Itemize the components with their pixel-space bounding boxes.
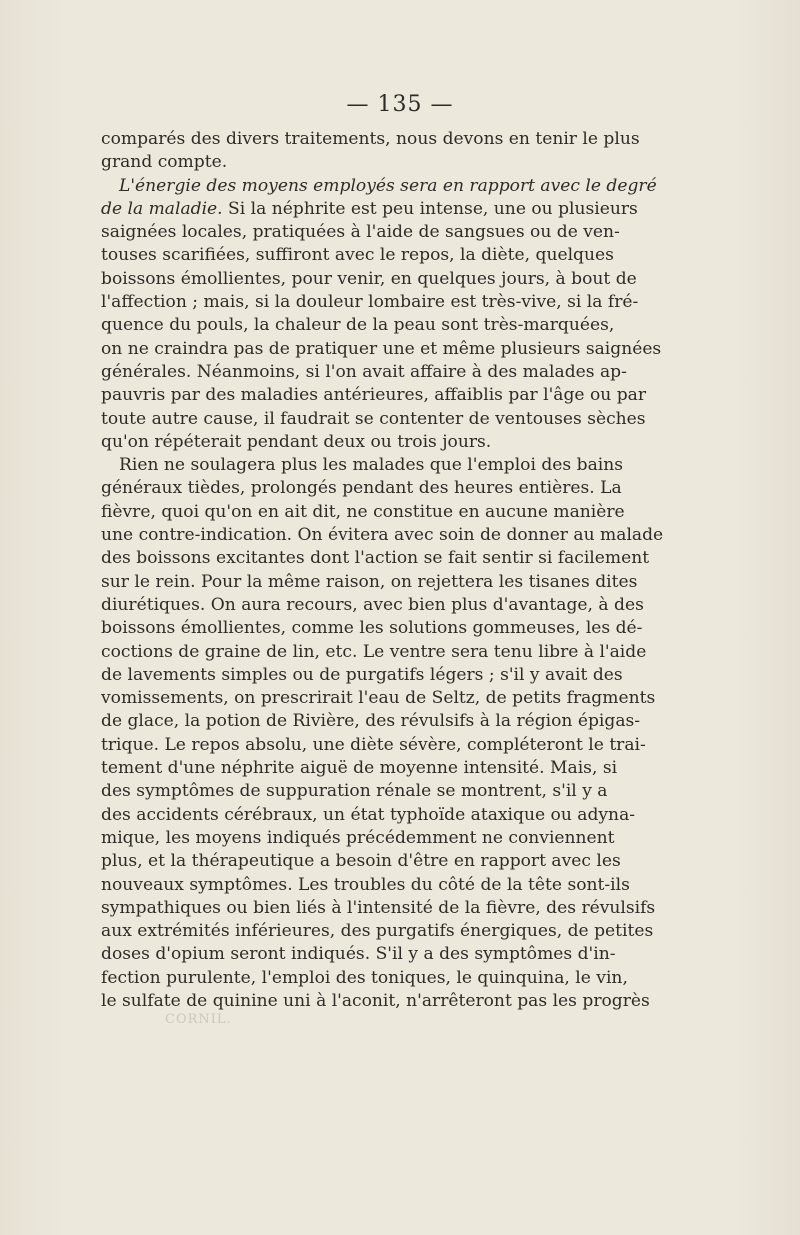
text-line: des symptômes de suppuration rénale se montrent, s'il y a bbox=[101, 781, 608, 802]
text-line: coctions de graine de lin, etc. Le ventre sera tenu libre à l'aide bbox=[101, 641, 647, 662]
text-line: diurétiques. On aura recours, avec bien plus d'avantage, à des bbox=[101, 594, 644, 615]
text-line: touses scarifiées, suffiront avec le repos, la diète, quelques bbox=[101, 245, 614, 266]
italic-text: L'énergie des moyens employés sera en rapport avec le degré bbox=[119, 175, 657, 196]
text-line: des boissons excitantes dont l'action se fait sentir si facilement bbox=[101, 548, 650, 569]
text-line: mique, les moyens indiqués précédemment ne conviennent bbox=[101, 827, 615, 848]
text-line: fection purulente, l'emploi des toniques, le quinquina, le vin, bbox=[101, 967, 628, 988]
page-number: — 135 — bbox=[346, 92, 454, 117]
text-line: comparés des divers traitements, nous devons en tenir le plus bbox=[101, 129, 640, 149]
text-line: tement d'une néphrite aiguë de moyenne intensité. Mais, si bbox=[101, 758, 618, 779]
text-line: de glace, la potion de Rivière, des révulsifs à la région épigas- bbox=[101, 711, 641, 732]
text-line bbox=[101, 198, 638, 221]
text-line: aux extrémités inférieures, des purgatifs énergiques, de petites bbox=[101, 921, 654, 942]
text-line: qu'on répéterait pendant deux ou trois jours. bbox=[101, 431, 492, 452]
text-line: l'affection ; mais, si la douleur lombaire est très-vive, si la fré- bbox=[101, 292, 639, 313]
text-line: une contre-indication. On évitera avec soin de donner au malade bbox=[101, 525, 664, 546]
text-line: généraux tièdes, prolongés pendant des heures entières. La bbox=[101, 478, 622, 499]
text-line: sympathiques ou bien liés à l'intensité de la fièvre, des révulsifs bbox=[101, 897, 656, 918]
text-line: trique. Le repos absolu, une diète sévère, compléteront le trai- bbox=[101, 734, 646, 755]
text-line: quence du pouls, la chaleur de la peau sont très-marquées, bbox=[101, 315, 615, 336]
text-line: fièvre, quoi qu'on en ait dit, ne constitue en aucune manière bbox=[101, 501, 625, 522]
text-line: toute autre cause, il faudrait se contenter de ventouses sèches bbox=[101, 408, 646, 429]
text-line: saignées locales, pratiquées à l'aide de sangsues ou de ven- bbox=[101, 222, 620, 243]
text-line: on ne craindra pas de pratiquer une et même plusieurs saignées bbox=[101, 338, 662, 359]
text-line: générales. Néanmoins, si l'on avait affaire à des malades ap- bbox=[101, 361, 627, 382]
body-text bbox=[101, 128, 664, 1013]
text-line: Rien ne soulagera plus les malades que l'emploi des bains bbox=[119, 455, 624, 476]
text-line: boissons émollientes, comme les solutions gommeuses, les dé- bbox=[101, 618, 643, 639]
text-line: nouveaux symptômes. Les troubles du côté de la tête sont-ils bbox=[101, 874, 630, 895]
text-line: vomissements, on prescrirait l'eau de Seltz, de petits fragments bbox=[101, 688, 656, 709]
text-line: sur le rein. Pour la même raison, on rejettera les tisanes dites bbox=[101, 571, 638, 592]
italic-text: de la maladie. bbox=[101, 198, 223, 219]
text-continuation: Si la néphrite est peu intense, une ou plusieurs bbox=[222, 198, 638, 219]
text-line: grand compte. bbox=[101, 152, 228, 173]
faint-stamp-text: CORNIL. bbox=[165, 1012, 232, 1027]
text-line: de lavements simples ou de purgatifs légers ; s'il y avait des bbox=[101, 664, 623, 685]
text-line bbox=[101, 175, 657, 198]
text-line: doses d'opium seront indiqués. S'il y a des symptômes d'in- bbox=[101, 944, 616, 965]
text-line: pauvris par des maladies antérieures, affaiblis par l'âge ou par bbox=[101, 385, 647, 406]
text-line: plus, et la thérapeutique a besoin d'être en rapport avec les bbox=[101, 851, 621, 872]
text-line: le sulfate de quinine uni à l'aconit, n'arrêteront pas les progrès bbox=[101, 990, 650, 1011]
text-line: des accidents cérébraux, un état typhoïde ataxique ou adyna- bbox=[101, 804, 636, 825]
text-line: boissons émollientes, pour venir, en quelques jours, à bout de bbox=[101, 268, 637, 289]
